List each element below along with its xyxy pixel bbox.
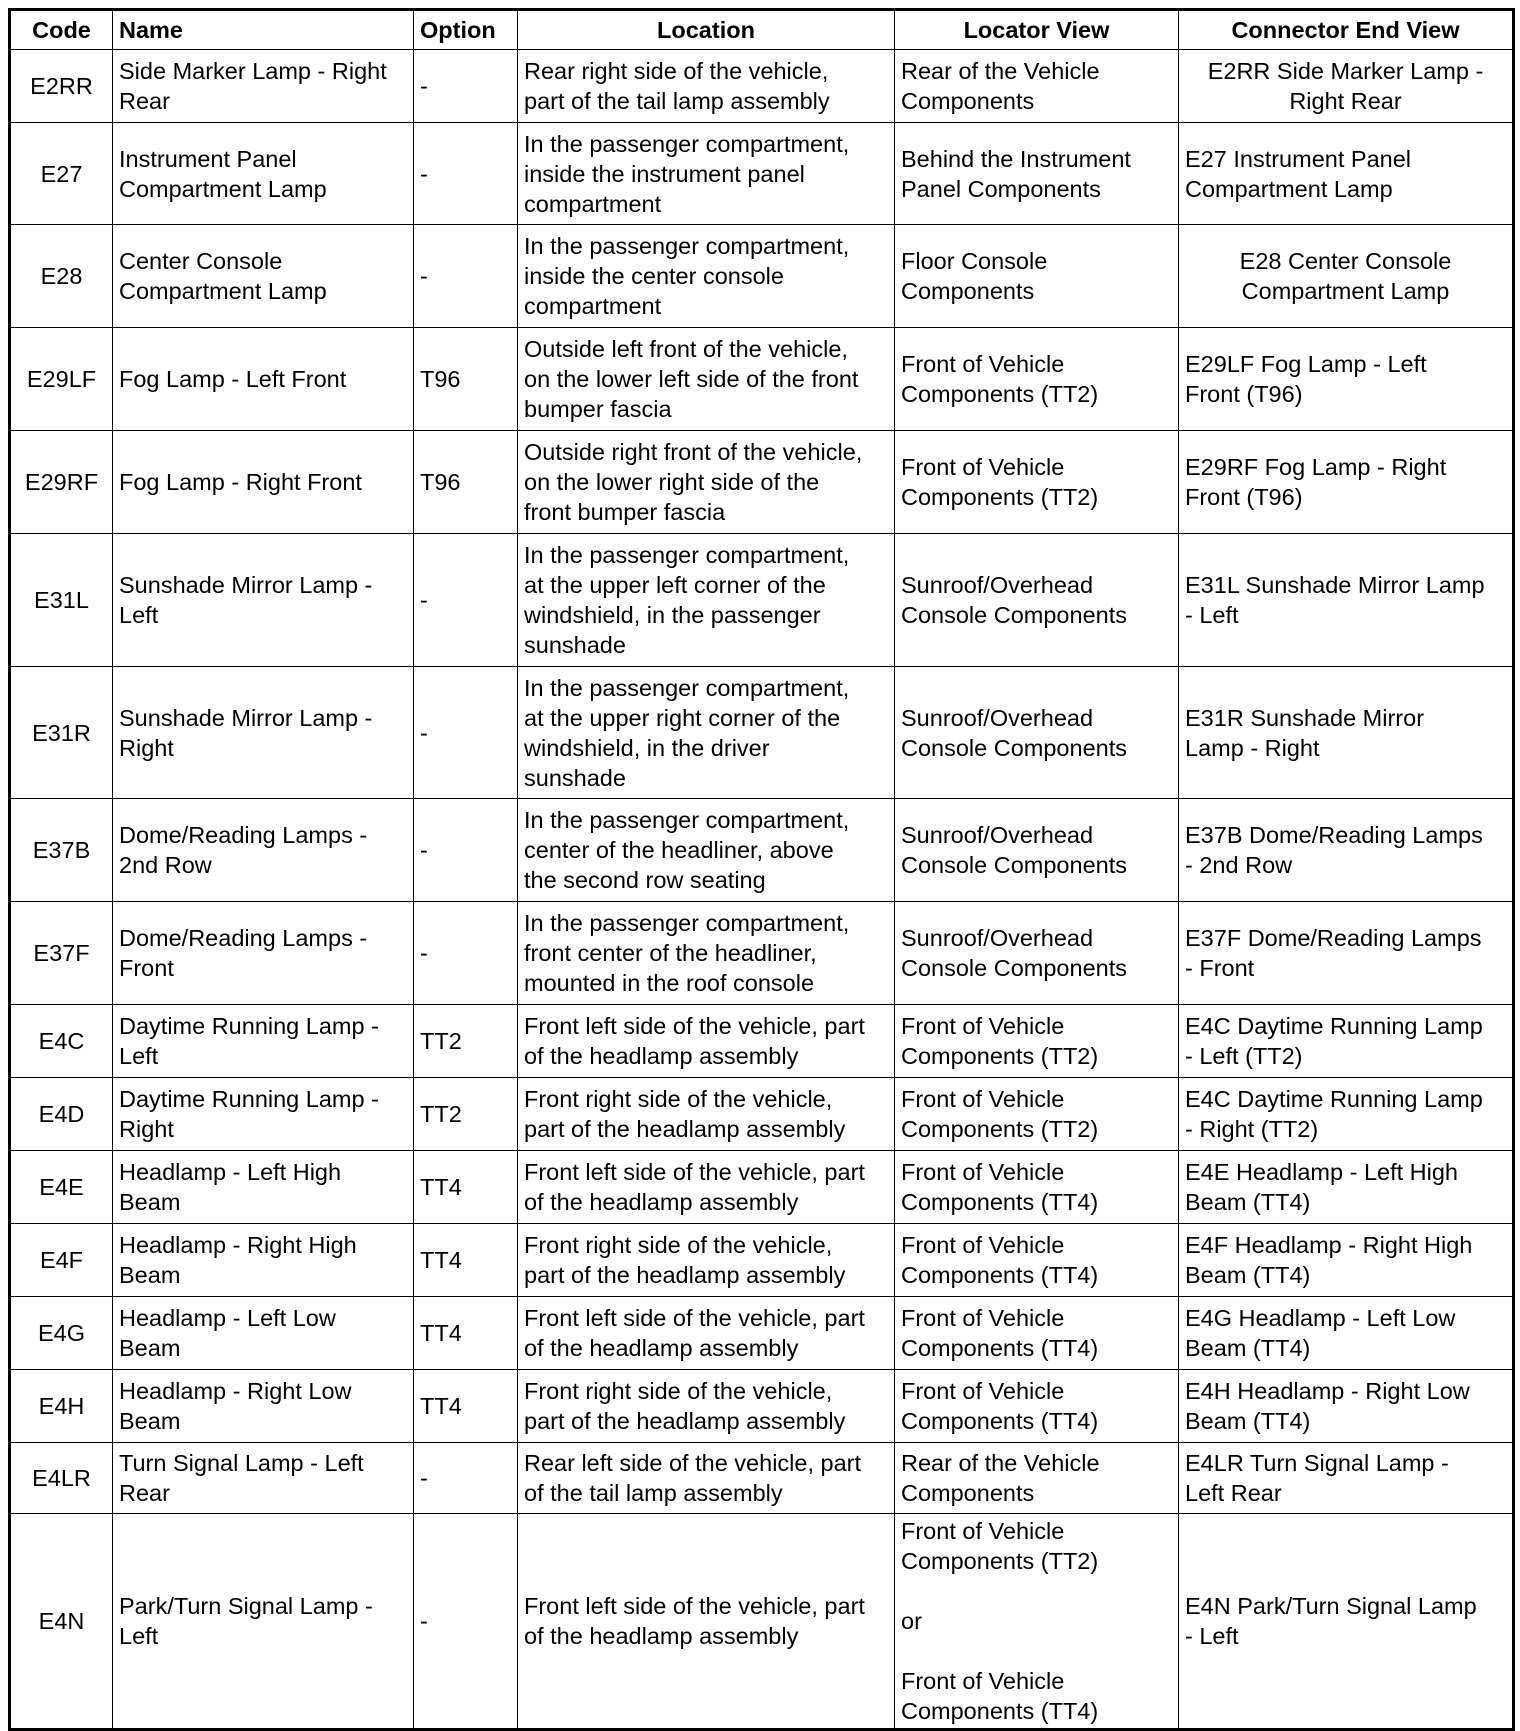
cell-code: E29RF <box>10 431 113 534</box>
cell-locator-view: Front of Vehicle Components (TT4) <box>895 1370 1179 1443</box>
table-row <box>10 1224 1514 1297</box>
cell-code: E4LR <box>10 1443 113 1514</box>
header-locator-view: Locator View <box>895 10 1179 50</box>
cell-option: - <box>414 123 518 225</box>
cell-option: TT4 <box>414 1297 518 1370</box>
cell-locator-view: Front of Vehicle Components (TT4) <box>895 1224 1179 1297</box>
cell-code: E4N <box>10 1514 113 1730</box>
cell-location: Front right side of the vehicle, part of the headlamp assembly <box>518 1224 895 1297</box>
cell-connector-end-view: E4C Daytime Running Lamp - Right (TT2) <box>1179 1078 1514 1151</box>
table-row <box>10 1151 1514 1224</box>
cell-location: Outside left front of the vehicle, on the lower left side of the front bumper fascia <box>518 328 895 431</box>
cell-name: Sunshade Mirror Lamp - Left <box>113 534 414 667</box>
cell-locator-view: Sunroof/Overhead Console Components <box>895 799 1179 902</box>
cell-code: E27 <box>10 123 113 225</box>
cell-code: E37B <box>10 799 113 902</box>
table-row <box>10 1443 1514 1514</box>
table-row <box>10 431 1514 534</box>
table-row <box>10 667 1514 799</box>
cell-name: Instrument Panel Compartment Lamp <box>113 123 414 225</box>
cell-locator-view: Front of Vehicle Components (TT2) or Front of Vehicle Components (TT4) <box>895 1514 1179 1730</box>
cell-connector-end-view: E31L Sunshade Mirror Lamp - Left <box>1179 534 1514 667</box>
cell-name: Headlamp - Left High Beam <box>113 1151 414 1224</box>
cell-option: - <box>414 534 518 667</box>
cell-locator-view: Front of Vehicle Components (TT2) <box>895 1078 1179 1151</box>
table-row <box>10 1514 1514 1730</box>
cell-option: TT4 <box>414 1151 518 1224</box>
cell-locator-view: Front of Vehicle Components (TT2) <box>895 431 1179 534</box>
cell-name: Park/Turn Signal Lamp - Left <box>113 1514 414 1730</box>
table-row <box>10 799 1514 902</box>
cell-option: TT4 <box>414 1224 518 1297</box>
cell-name: Headlamp - Left Low Beam <box>113 1297 414 1370</box>
cell-location: In the passenger compartment, inside the center console compartment <box>518 225 895 328</box>
cell-locator-view: Front of Vehicle Components (TT2) <box>895 328 1179 431</box>
cell-code: E28 <box>10 225 113 328</box>
cell-code: E31L <box>10 534 113 667</box>
cell-option: - <box>414 225 518 328</box>
cell-locator-view: Rear of the Vehicle Components <box>895 1443 1179 1514</box>
cell-name: Dome/Reading Lamps - 2nd Row <box>113 799 414 902</box>
cell-name: Center Console Compartment Lamp <box>113 225 414 328</box>
cell-option: - <box>414 799 518 902</box>
cell-location: Front left side of the vehicle, part of the headlamp assembly <box>518 1514 895 1730</box>
cell-code: E4F <box>10 1224 113 1297</box>
cell-name: Fog Lamp - Left Front <box>113 328 414 431</box>
cell-connector-end-view: E4H Headlamp - Right Low Beam (TT4) <box>1179 1370 1514 1443</box>
table-row <box>10 534 1514 667</box>
header-option: Option <box>414 10 518 50</box>
cell-connector-end-view: E37F Dome/Reading Lamps - Front <box>1179 902 1514 1005</box>
table-row <box>10 1370 1514 1443</box>
cell-connector-end-view: E27 Instrument Panel Compartment Lamp <box>1179 123 1514 225</box>
table-row <box>10 225 1514 328</box>
cell-connector-end-view: E4LR Turn Signal Lamp - Left Rear <box>1179 1443 1514 1514</box>
cell-connector-end-view: E4N Park/Turn Signal Lamp - Left <box>1179 1514 1514 1730</box>
cell-location: Rear left side of the vehicle, part of the tail lamp assembly <box>518 1443 895 1514</box>
cell-location: In the passenger compartment, at the upper left corner of the windshield, in the passenger sunshade <box>518 534 895 667</box>
cell-location: Outside right front of the vehicle, on the lower right side of the front bumper fascia <box>518 431 895 534</box>
cell-connector-end-view: E29LF Fog Lamp - Left Front (T96) <box>1179 328 1514 431</box>
header-row <box>10 10 1514 50</box>
cell-connector-end-view: E4E Headlamp - Left High Beam (TT4) <box>1179 1151 1514 1224</box>
table-row <box>10 1078 1514 1151</box>
cell-code: E31R <box>10 667 113 799</box>
table-row <box>10 1297 1514 1370</box>
cell-location: In the passenger compartment, front center of the headliner, mounted in the roof console <box>518 902 895 1005</box>
cell-locator-view: Front of Vehicle Components (TT4) <box>895 1151 1179 1224</box>
cell-connector-end-view: E29RF Fog Lamp - Right Front (T96) <box>1179 431 1514 534</box>
cell-connector-end-view: E28 Center Console Compartment Lamp <box>1179 225 1514 328</box>
cell-code: E37F <box>10 902 113 1005</box>
cell-name: Headlamp - Right Low Beam <box>113 1370 414 1443</box>
cell-location: Front left side of the vehicle, part of the headlamp assembly <box>518 1297 895 1370</box>
cell-connector-end-view: E31R Sunshade Mirror Lamp - Right <box>1179 667 1514 799</box>
table-row <box>10 1005 1514 1078</box>
cell-connector-end-view: E2RR Side Marker Lamp - Right Rear <box>1179 50 1514 123</box>
cell-location: Front left side of the vehicle, part of the headlamp assembly <box>518 1005 895 1078</box>
cell-option: TT4 <box>414 1370 518 1443</box>
cell-option: T96 <box>414 431 518 534</box>
cell-locator-view: Behind the Instrument Panel Components <box>895 123 1179 225</box>
table-row <box>10 328 1514 431</box>
header-connector-end-view: Connector End View <box>1179 10 1514 50</box>
cell-code: E4D <box>10 1078 113 1151</box>
cell-code: E29LF <box>10 328 113 431</box>
cell-location: In the passenger compartment, center of the headliner, above the second row seating <box>518 799 895 902</box>
table-row <box>10 50 1514 123</box>
header-name: Name <box>113 10 414 50</box>
cell-name: Fog Lamp - Right Front <box>113 431 414 534</box>
cell-option: - <box>414 1514 518 1730</box>
cell-option: TT2 <box>414 1005 518 1078</box>
cell-code: E4C <box>10 1005 113 1078</box>
cell-name: Turn Signal Lamp - Left Rear <box>113 1443 414 1514</box>
cell-option: - <box>414 667 518 799</box>
cell-locator-view: Floor Console Components <box>895 225 1179 328</box>
connector-table <box>8 8 1515 1731</box>
cell-name: Dome/Reading Lamps - Front <box>113 902 414 1005</box>
cell-name: Headlamp - Right High Beam <box>113 1224 414 1297</box>
cell-location: Front left side of the vehicle, part of the headlamp assembly <box>518 1151 895 1224</box>
cell-locator-view: Sunroof/Overhead Console Components <box>895 667 1179 799</box>
cell-locator-view: Sunroof/Overhead Console Components <box>895 534 1179 667</box>
cell-code: E4E <box>10 1151 113 1224</box>
cell-locator-view: Rear of the Vehicle Components <box>895 50 1179 123</box>
cell-code: E4H <box>10 1370 113 1443</box>
cell-locator-view: Front of Vehicle Components (TT2) <box>895 1005 1179 1078</box>
cell-location: In the passenger compartment, inside the instrument panel compartment <box>518 123 895 225</box>
table-row <box>10 902 1514 1005</box>
cell-locator-view: Sunroof/Overhead Console Components <box>895 902 1179 1005</box>
cell-name: Side Marker Lamp - Right Rear <box>113 50 414 123</box>
cell-name: Daytime Running Lamp - Left <box>113 1005 414 1078</box>
cell-option: TT2 <box>414 1078 518 1151</box>
cell-option: T96 <box>414 328 518 431</box>
cell-location: Front right side of the vehicle, part of the headlamp assembly <box>518 1370 895 1443</box>
header-code: Code <box>10 10 113 50</box>
cell-option: - <box>414 1443 518 1514</box>
table-row <box>10 123 1514 225</box>
cell-location: Rear right side of the vehicle, part of the tail lamp assembly <box>518 50 895 123</box>
cell-location: Front right side of the vehicle, part of the headlamp assembly <box>518 1078 895 1151</box>
cell-name: Sunshade Mirror Lamp - Right <box>113 667 414 799</box>
cell-code: E4G <box>10 1297 113 1370</box>
cell-connector-end-view: E37B Dome/Reading Lamps - 2nd Row <box>1179 799 1514 902</box>
cell-connector-end-view: E4G Headlamp - Left Low Beam (TT4) <box>1179 1297 1514 1370</box>
cell-name: Daytime Running Lamp - Right <box>113 1078 414 1151</box>
cell-locator-view: Front of Vehicle Components (TT4) <box>895 1297 1179 1370</box>
cell-code: E2RR <box>10 50 113 123</box>
header-location: Location <box>518 10 895 50</box>
cell-connector-end-view: E4C Daytime Running Lamp - Left (TT2) <box>1179 1005 1514 1078</box>
cell-option: - <box>414 50 518 123</box>
cell-connector-end-view: E4F Headlamp - Right High Beam (TT4) <box>1179 1224 1514 1297</box>
cell-option: - <box>414 902 518 1005</box>
cell-location: In the passenger compartment, at the upper right corner of the windshield, in the driver sunshade <box>518 667 895 799</box>
